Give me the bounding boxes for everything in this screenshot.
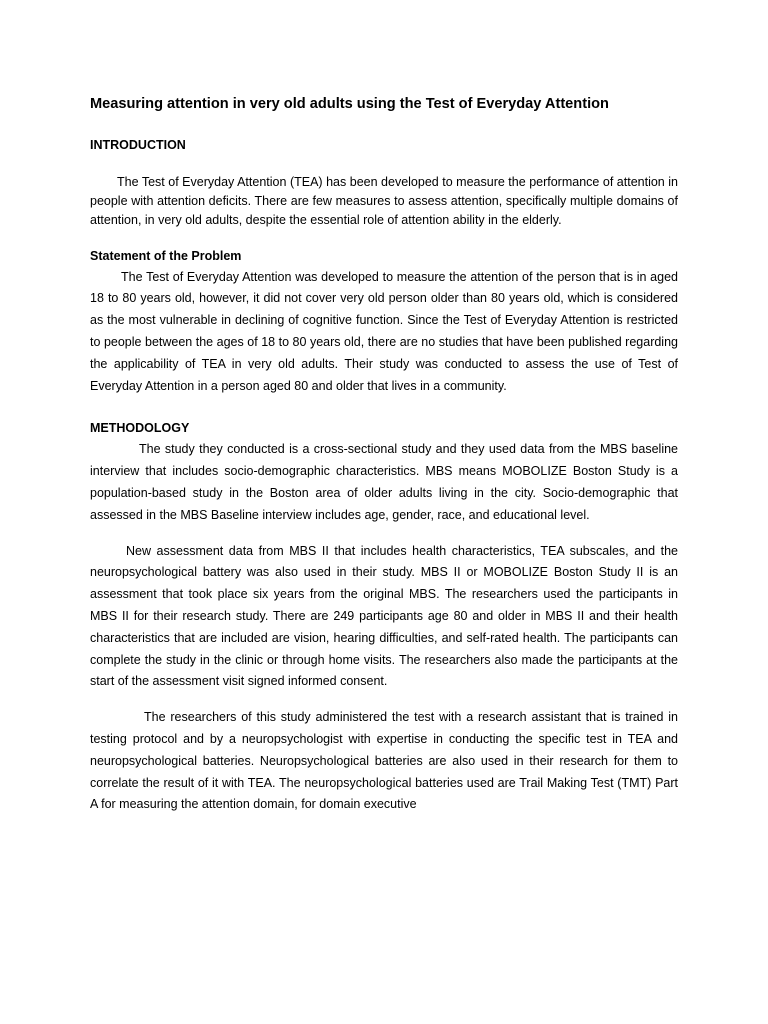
statement-of-problem-heading: Statement of the Problem	[90, 248, 242, 263]
document-title: Measuring attention in very old adults using the Test of Everyday Attention	[90, 96, 609, 112]
methodology-paragraph-2: New assessment data from MBS II that includes health characteristics, TEA subscales, and the neuropsychological battery was also used in their study. MBS II or MOBOLIZE Boston Study II is an assessment that took place six years from the original MBS. The researchers used the participants in MBS II for their research study. There are 249 participants age 80 and older in MBS II and their health characteristics that are included are vision, hearing difficulties, and self-rated health. The participants can complete the study in the clinic or through home visits. The researchers also made the participants at the start of the assessment visit signed informed consent.	[90, 543, 678, 689]
statement-of-problem-paragraph: The Test of Everyday Attention was developed to measure the attention of the person that is in aged 18 to 80 years old, however, it did not cover very old person older than 80 years old, which is considered as the most vulnerable in declining of cognitive function. Since the Test of Everyday Attention is restricted to people between the ages of 18 to 80 years old, there are no studies that have been published regarding the applicability of TEA in very old adults. Their study was conducted to assess the use of Test of Everyday Attention in a person aged 80 and older that lives in a community.	[90, 269, 678, 393]
methodology-paragraph-3: The researchers of this study administered the test with a research assistant that is trained in testing protocol and by a neuropsychologist with expertise in conducting the specific test in TEA and neuropsychological batteries. Neuropsychological batteries are also used in their research for them to correlate the result of it with TEA. The neuropsychological batteries used are Trail Making Test (TMT) Part A for measuring the attention domain, for domain executive	[90, 710, 678, 812]
introduction-heading: INTRODUCTION	[90, 138, 186, 152]
introduction-paragraph: The Test of Everyday Attention (TEA) has been developed to measure the performance of attention in people with attention deficits. There are few measures to assess attention, specifically multiple domains of attention, in very old adults, despite the essential role of attention ability in the elderly.	[90, 175, 678, 228]
methodology-heading: METHODOLOGY	[90, 421, 190, 436]
methodology-paragraph-1: The study they conducted is a cross-sectional study and they used data from the MBS baseline interview that includes socio-demographic characteristics. MBS means MOBOLIZE Boston Study is a population-based study in the Boston area of older adults living in the city. Socio-demographic that assessed in the MBS Baseline interview includes age, gender, race, and educational level.	[90, 442, 678, 522]
document-body	[90, 94, 678, 816]
